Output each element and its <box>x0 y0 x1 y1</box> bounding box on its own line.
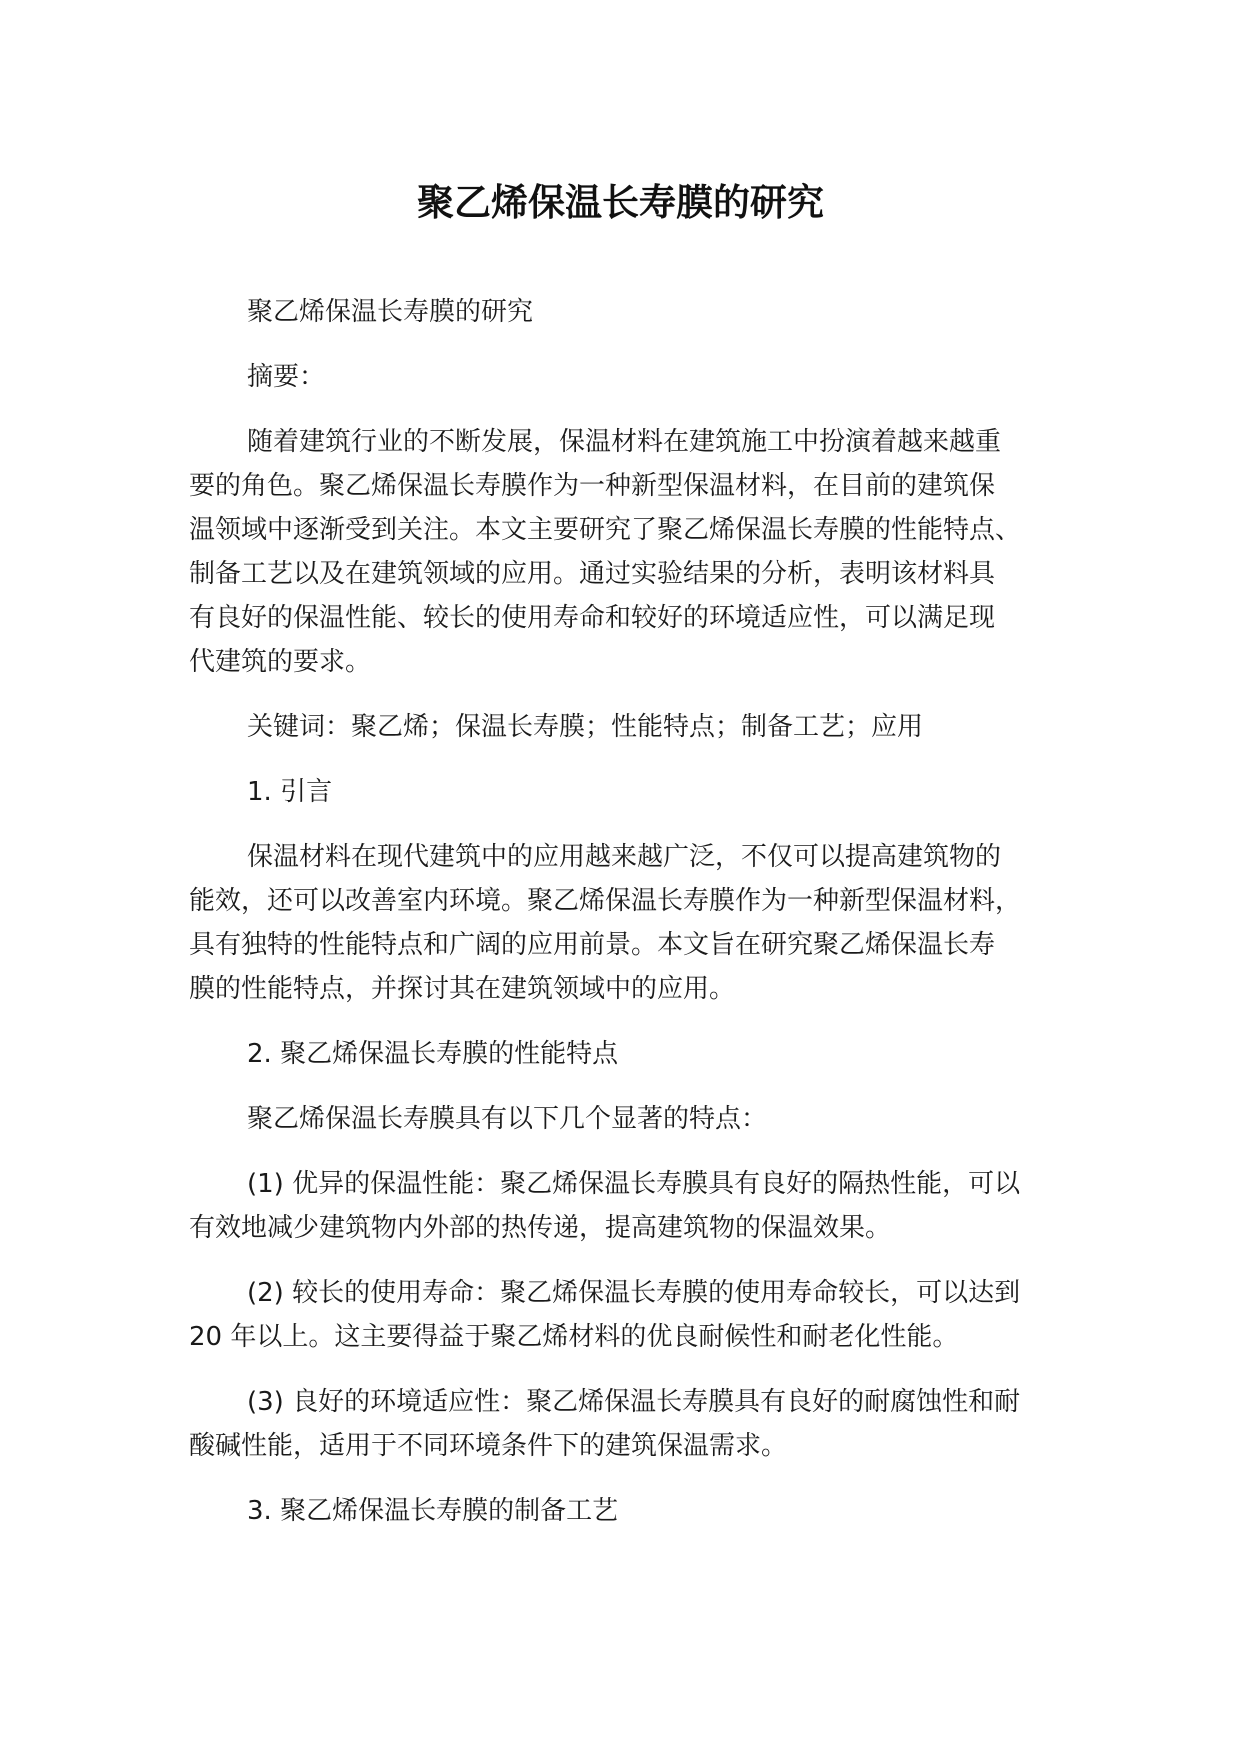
abstract-line: 随着建筑行业的不断发展，保温材料在建筑施工中扮演着越来越重 <box>247 427 1002 457</box>
feature-insulation <box>189 1162 1089 1250</box>
document-title: 聚乙烯保温长寿膜的研究 <box>417 181 824 224</box>
abstract-line: 有良好的保温性能、较长的使用寿命和较好的环境适应性，可以满足现 <box>189 603 996 633</box>
document-body <box>189 290 1089 1554</box>
section-heading-properties: 2. 聚乙烯保温长寿膜的性能特点 <box>247 1039 619 1069</box>
section-heading-introduction: 1. 引言 <box>247 777 333 807</box>
feature-lifespan <box>189 1271 1089 1359</box>
subtitle: 聚乙烯保温长寿膜的研究 <box>247 297 534 327</box>
feature-line: 有效地减少建筑物内外部的热传递，提高建筑物的保温效果。 <box>189 1213 892 1243</box>
section-heading-preparation: 3. 聚乙烯保温长寿膜的制备工艺 <box>247 1496 619 1526</box>
feature-line: (3) 良好的环境适应性：聚乙烯保温长寿膜具有良好的耐腐蚀性和耐 <box>247 1387 1021 1417</box>
feature-adaptability <box>189 1380 1089 1468</box>
introduction-line: 膜的性能特点，并探讨其在建筑领域中的应用。 <box>189 974 736 1004</box>
abstract-line: 温领域中逐渐受到关注。本文主要研究了聚乙烯保温长寿膜的性能特点、 <box>189 515 1022 545</box>
abstract-line: 要的角色。聚乙烯保温长寿膜作为一种新型保温材料，在目前的建筑保 <box>189 471 996 501</box>
properties-intro: 聚乙烯保温长寿膜具有以下几个显著的特点： <box>247 1104 768 1134</box>
feature-line: 20 年以上。这主要得益于聚乙烯材料的优良耐候性和耐老化性能。 <box>189 1322 959 1352</box>
introduction-line: 保温材料在现代建筑中的应用越来越广泛，不仅可以提高建筑物的 <box>247 842 1002 872</box>
abstract-line: 制备工艺以及在建筑领域的应用。通过实验结果的分析，表明该材料具 <box>189 559 996 589</box>
abstract-heading: 摘要： <box>247 362 326 392</box>
keywords: 关键词：聚乙烯；保温长寿膜；性能特点；制备工艺；应用 <box>247 712 924 742</box>
introduction-line: 能效，还可以改善室内环境。聚乙烯保温长寿膜作为一种新型保温材料， <box>189 886 1022 916</box>
feature-line: 酸碱性能，适用于不同环境条件下的建筑保温需求。 <box>189 1431 788 1461</box>
feature-line: (2) 较长的使用寿命：聚乙烯保温长寿膜的使用寿命较长，可以达到 <box>247 1278 1021 1308</box>
feature-line: (1) 优异的保温性能：聚乙烯保温长寿膜具有良好的隔热性能，可以 <box>247 1169 1021 1199</box>
introduction-line: 具有独特的性能特点和广阔的应用前景。本文旨在研究聚乙烯保温长寿 <box>189 930 996 960</box>
abstract-paragraph <box>189 420 1089 684</box>
introduction-paragraph <box>189 835 1089 1011</box>
abstract-line: 代建筑的要求。 <box>189 647 372 677</box>
